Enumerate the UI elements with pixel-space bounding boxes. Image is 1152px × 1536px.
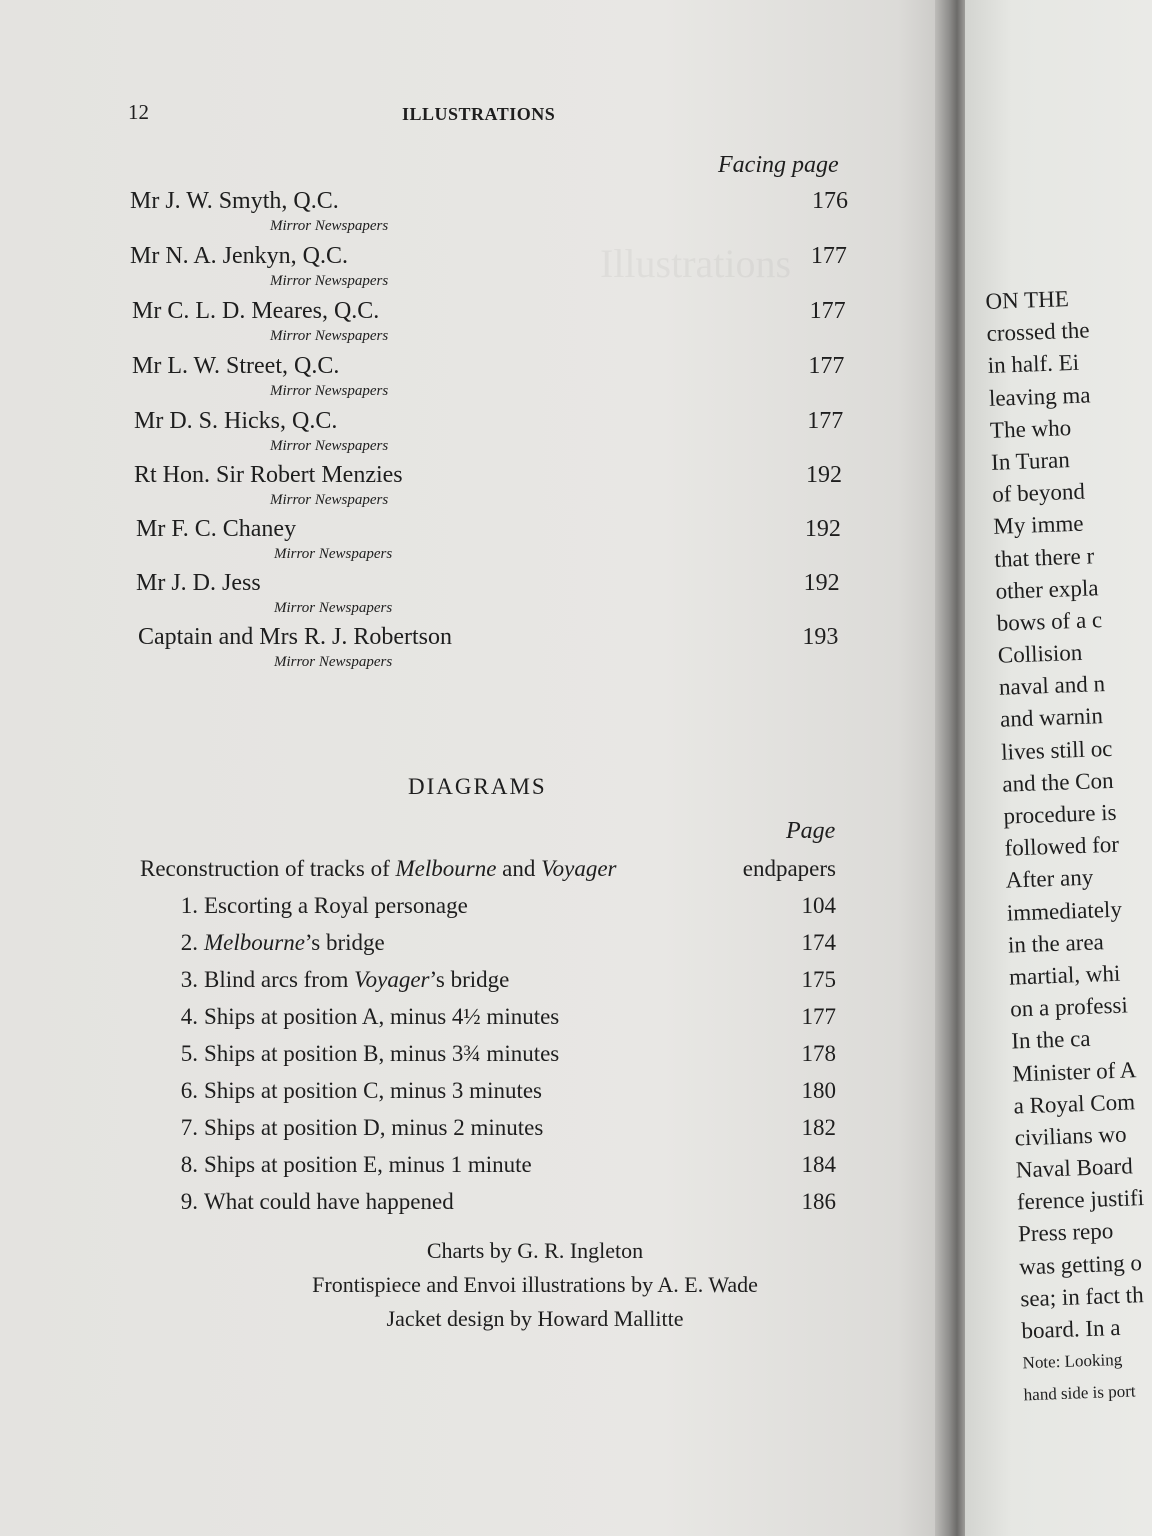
diagram-page-number: 182 [801,1115,836,1140]
facing-page [965,0,1152,1536]
diagram-title-part: Voyager [354,967,430,992]
plate-entry [128,408,848,460]
diagram-number: 3. [180,967,198,992]
plate-title: Mr D. S. Hicks, Q.C. [134,408,338,434]
facing-page-line: leaving ma [988,381,1091,411]
facing-page-line: board. In a [1021,1314,1121,1344]
credit-line: Jacket design by Howard Mallitte [386,1306,684,1331]
facing-page-line: on a professi [1009,992,1129,1022]
diagram-entry [140,893,836,927]
diagram-label [166,893,468,919]
facing-page-line: procedure is [1003,799,1117,829]
diagram-title-part: Blind arcs from [204,967,355,992]
plate-title: Mr N. A. Jenkyn, Q.C. [130,243,349,269]
plate-entry [128,570,848,622]
plate-entry [128,462,848,514]
facing-page-line: bows of a c [996,606,1103,636]
plate-credit: Mirror Newspapers [270,492,389,508]
plate-page-number: 177 [808,353,845,379]
credit-line: Frontispiece and Envoi illustrations by A. E. Wade [312,1272,758,1297]
plate-credit: Mirror Newspapers [274,546,393,562]
facing-page-line: Naval Board [1015,1153,1134,1183]
facing-page-line: ON THE [985,286,1070,314]
facing-page-line: My imme [992,511,1084,540]
diagram-label [166,930,385,956]
plate-title: Captain and Mrs R. J. Robertson [138,624,452,650]
plate-page-number: 176 [812,188,848,214]
diagram-page-number: 174 [801,930,836,955]
diagram-number: 1. [180,893,198,918]
facing-page-line: civilians wo [1014,1121,1127,1151]
facing-page-line: in the area [1007,929,1105,958]
facing-page-line: Minister of A [1012,1056,1137,1087]
page-number: 12 [128,100,149,124]
diagram-label [166,1078,542,1104]
diagram-endpapers-label: Reconstruction of tracks of Melbourne and Voyager [140,856,617,881]
plate-entry [128,624,848,676]
plate-entry [128,298,848,350]
diagram-title-part: ’s bridge [429,967,510,992]
plate-page-number: 192 [804,516,841,542]
diagram-number: 6. [180,1078,198,1103]
facing-page-line: In Turan [990,447,1071,475]
facing-page-line: other expla [995,574,1099,604]
plate-title: Mr L. W. Street, Q.C. [132,353,340,379]
facing-page-line: that there r [994,542,1095,572]
facing-page-line: martial, whi [1008,960,1121,990]
diagram-entry [140,1189,836,1223]
plate-credit: Mirror Newspapers [270,328,389,344]
facing-page-line: of beyond [991,478,1086,507]
facing-page-column-label: Facing page [718,152,839,178]
facing-page-line: The who [989,414,1072,443]
plate-credit: Mirror Newspapers [270,218,389,234]
diagram-title-part: Ships at position A, minus 4½ minutes [204,1004,560,1029]
diagram-number: 8. [180,1152,198,1177]
diagram-entry [140,1078,836,1112]
plate-credit: Mirror Newspapers [274,654,393,670]
facing-page-line: In the ca [1010,1026,1091,1054]
diagram-page-number: 175 [801,967,836,992]
facing-page-line: a Royal Com [1013,1088,1136,1119]
plate-credit: Mirror Newspapers [270,438,389,454]
diagram-entry [140,967,836,1001]
facing-page-line: naval and n [998,671,1106,700]
facing-page-line: was getting o [1018,1249,1143,1280]
diagram-entry [140,1041,836,1075]
plate-title: Rt Hon. Sir Robert Menzies [134,462,403,488]
facing-page-line: Press repo [1017,1218,1114,1247]
diagram-label [166,1189,454,1215]
plate-page-number: 192 [806,462,842,488]
diagram-page-number: 180 [801,1078,836,1103]
facing-page-line: lives still oc [1000,735,1113,765]
facing-page-line: crossed the [986,317,1090,347]
diagram-label [166,1041,559,1067]
diagram-title-part: Ships at position C, minus 3 minutes [204,1078,543,1103]
credits-block [140,1234,930,1336]
diagram-number: 4. [180,1004,198,1029]
diagram-title-part: Melbourne [204,930,305,955]
plate-title: Mr J. W. Smyth, Q.C. [130,188,339,214]
diagram-entry [140,1004,836,1038]
facing-page-line: followed for [1004,831,1120,861]
diagram-label [166,967,509,993]
plate-title: Mr C. L. D. Meares, Q.C. [132,298,380,324]
diagram-label [166,1152,532,1178]
diagram-label [166,1004,559,1030]
plate-credit: Mirror Newspapers [270,383,389,399]
diagram-page-number: 178 [801,1041,836,1066]
diagram-page-number: 177 [801,1004,836,1029]
plate-page-number: 177 [807,408,844,434]
diagram-title-part: Ships at position D, minus 2 minutes [204,1115,544,1140]
plate-title: Mr J. D. Jess [136,570,261,596]
plate-title: Mr F. C. Chaney [136,516,297,542]
diagram-title-part: ’s bridge [304,930,385,955]
facing-page-line: After any [1005,864,1094,894]
plate-page-number: 192 [803,570,840,596]
facing-page-line: Collision [997,639,1083,668]
diagram-entry [140,930,836,964]
facing-page-line: ference justifi [1016,1185,1145,1215]
diagram-page-number: 184 [801,1152,836,1177]
diagram-entry [140,1115,836,1149]
plate-entry [128,188,848,240]
plate-credit: Mirror Newspapers [270,273,389,289]
plate-credit: Mirror Newspapers [274,600,393,616]
plate-page-number: 177 [809,298,846,324]
facing-page-line: immediately [1006,896,1123,926]
facing-page-line: and the Con [1001,767,1114,797]
facing-page-line: Note: Looking [1022,1350,1123,1373]
diagram-page-number: 186 [801,1189,836,1214]
facing-page-text [985,282,1151,1412]
diagram-label [166,1115,543,1141]
plate-entry [128,516,848,568]
diagram-number: 5. [180,1041,198,1066]
diagram-endpapers-page: endpapers [742,856,836,881]
diagram-entry [140,1152,836,1186]
diagram-title-part: Ships at position B, minus 3¾ minutes [204,1041,560,1066]
diagram-title-part: What could have happened [204,1189,454,1214]
plate-page-number: 193 [802,624,839,650]
diagram-endpapers-row [140,856,836,890]
facing-page-line: and warnin [999,703,1104,733]
page-column-label: Page [786,818,836,844]
plate-entry [128,243,848,295]
facing-page-line: in half. Ei [987,350,1080,379]
diagram-number: 2. [180,930,198,955]
diagram-number: 9. [180,1189,198,1214]
diagram-title-part: Ships at position E, minus 1 minute [204,1152,532,1177]
diagram-page-number: 104 [801,893,836,918]
diagrams-title: DIAGRAMS [408,774,547,799]
diagram-number: 7. [180,1115,198,1140]
plate-page-number: 177 [810,243,847,269]
running-title: ILLUSTRATIONS [402,104,556,124]
diagram-title-part: Escorting a Royal personage [204,893,468,918]
facing-page-line: sea; in fact th [1019,1281,1144,1312]
facing-page-line: hand side is port [1023,1381,1136,1405]
plate-entry [128,353,848,405]
credit-line: Charts by G. R. Ingleton [426,1238,644,1263]
